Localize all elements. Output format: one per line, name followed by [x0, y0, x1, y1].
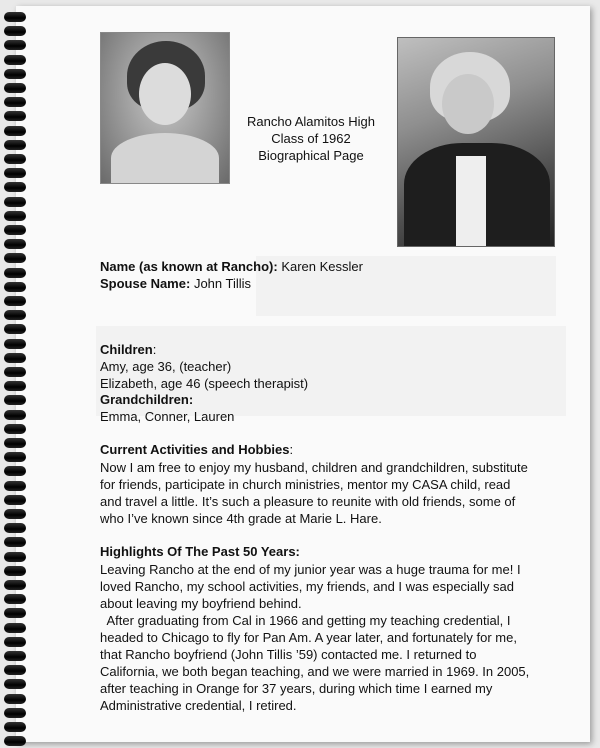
- activities-body: [100, 459, 570, 527]
- activities-colon: :: [289, 442, 294, 457]
- spiral-coil: [4, 665, 26, 675]
- spiral-coil: [4, 296, 26, 306]
- text-line: that Rancho boyfriend (John Tillis ’59) contacted me. I returned to: [100, 647, 477, 662]
- children-heading: [100, 342, 156, 358]
- spiral-coil: [4, 694, 26, 704]
- spiral-coil: [4, 509, 26, 519]
- spiral-coil: [4, 268, 26, 278]
- spiral-coil: [4, 310, 26, 320]
- spiral-coil: [4, 182, 26, 192]
- spiral-coil: [4, 438, 26, 448]
- page-header: [231, 113, 391, 164]
- page-type: Biographical Page: [258, 148, 364, 163]
- text-line: Administrative credential, I retired.: [100, 698, 297, 713]
- spiral-coil: [4, 424, 26, 434]
- current-portrait: [397, 37, 555, 247]
- spiral-coil: [4, 679, 26, 689]
- children-colon: :: [152, 342, 157, 357]
- child-item: Elizabeth, age 46 (speech therapist): [100, 376, 309, 391]
- spiral-coil: [4, 40, 26, 50]
- spiral-coil: [4, 353, 26, 363]
- spiral-coil: [4, 225, 26, 235]
- spiral-coil: [4, 211, 26, 221]
- spiral-coil: [4, 722, 26, 732]
- spiral-coil: [4, 55, 26, 65]
- spiral-coil: [4, 651, 26, 661]
- text-line: loved Rancho, my school activities, my friends, and I was especially sad: [100, 579, 515, 594]
- spouse-label: Spouse Name:: [100, 276, 191, 291]
- spiral-coil: [4, 552, 26, 562]
- document-page: [16, 6, 590, 742]
- activities-label: Current Activities and Hobbies: [100, 442, 290, 457]
- spiral-coil: [4, 708, 26, 718]
- spiral-coil: [4, 523, 26, 533]
- spiral-coil: [4, 97, 26, 107]
- spiral-coil: [4, 395, 26, 405]
- name-value: Karen Kessler: [281, 259, 363, 274]
- text-line: After graduating from Cal in 1966 and getting my teaching credential, I: [100, 613, 511, 628]
- text-line: who I’ve known since 4th grade at Marie L. Hare.: [100, 511, 382, 526]
- activities-heading: [100, 442, 293, 458]
- spiral-coil: [4, 339, 26, 349]
- text-line: after teaching in Orange for 37 years, during which time I earned my: [100, 681, 493, 696]
- spiral-coil: [4, 26, 26, 36]
- text-line: about leaving my boyfriend behind.: [100, 596, 302, 611]
- text-line: headed to Chicago to fly for Pan Am. A year later, and fortunately for me,: [100, 630, 517, 645]
- spiral-coil: [4, 69, 26, 79]
- child-item: Amy, age 36, (teacher): [100, 359, 232, 374]
- spiral-coil: [4, 282, 26, 292]
- spiral-coil: [4, 239, 26, 249]
- class-year: Class of 1962: [271, 131, 351, 146]
- children-label: Children: [100, 342, 153, 357]
- spiral-coil: [4, 580, 26, 590]
- spiral-coil: [4, 324, 26, 334]
- spiral-coil: [4, 637, 26, 647]
- yearbook-portrait: [100, 32, 230, 184]
- spiral-coil: [4, 83, 26, 93]
- spiral-coil: [4, 410, 26, 420]
- spouse-value: John Tillis: [193, 276, 252, 291]
- spiral-coil: [4, 381, 26, 391]
- spiral-coil: [4, 452, 26, 462]
- grandchildren-value: Emma, Conner, Lauren: [100, 409, 235, 424]
- spiral-coil: [4, 111, 26, 121]
- school-name: Rancho Alamitos High: [247, 114, 375, 129]
- spiral-coil: [4, 481, 26, 491]
- spiral-coil: [4, 154, 26, 164]
- text-line: Leaving Rancho at the end of my junior year was a huge trauma for me! I: [100, 562, 521, 577]
- spiral-coil: [4, 126, 26, 136]
- spiral-coil: [4, 466, 26, 476]
- text-line: and travel a little. It’s such a pleasure to reunite with old friends, some of: [100, 494, 516, 509]
- spouse-row: [100, 276, 251, 292]
- name-row: [100, 259, 363, 275]
- text-line: for friends, participate in church ministries, mentor my CASA child, read: [100, 477, 511, 492]
- spiral-coil: [4, 253, 26, 263]
- text-line: California, we both began teaching, and we were married in 1969. In 2005,: [100, 664, 530, 679]
- spiral-coil: [4, 608, 26, 618]
- text-line: Now I am free to enjoy my husband, children and grandchildren, substitute: [100, 460, 528, 475]
- spiral-coil: [4, 736, 26, 746]
- grandchildren-label: Grandchildren:: [100, 392, 194, 407]
- spiral-coil: [4, 537, 26, 547]
- highlights-body: [100, 561, 570, 714]
- spiral-coil: [4, 495, 26, 505]
- spiral-coil: [4, 623, 26, 633]
- name-label: Name (as known at Rancho):: [100, 259, 278, 274]
- spiral-coil: [4, 566, 26, 576]
- spiral-coil: [4, 594, 26, 604]
- spiral-coil: [4, 12, 26, 22]
- spiral-coil: [4, 140, 26, 150]
- spiral-coil: [4, 367, 26, 377]
- spiral-binding: [0, 0, 34, 748]
- spiral-coil: [4, 168, 26, 178]
- spiral-coil: [4, 197, 26, 207]
- highlights-label: Highlights Of The Past 50 Years:: [100, 544, 300, 559]
